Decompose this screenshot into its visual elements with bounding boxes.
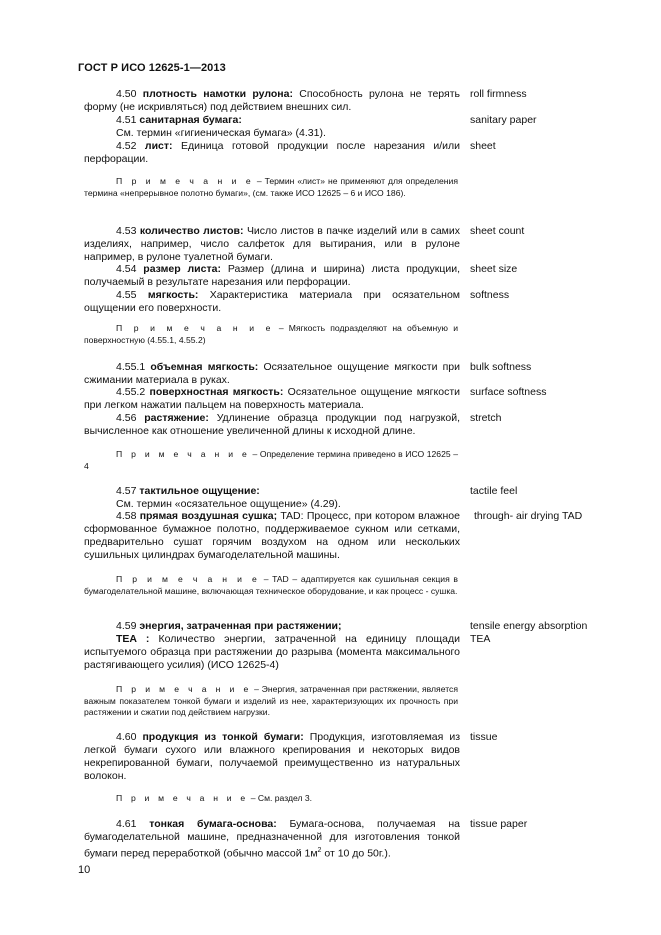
term-en: roll firmness bbox=[470, 88, 527, 100]
entry-number: 4.55.2 bbox=[116, 386, 146, 398]
entry-4-51 bbox=[84, 114, 460, 140]
entry-4-57 bbox=[84, 485, 460, 511]
note-label: П р и м е ч а н и е bbox=[116, 574, 261, 584]
note-text: – Определение термина приведено в ИСО 12625 – 4 bbox=[84, 449, 458, 471]
note-label: П р и м е ч а н и е bbox=[116, 176, 254, 186]
entry-definition: См. термин «гигиеническая бумага» (4.31). bbox=[116, 127, 326, 139]
term-en: softness bbox=[470, 289, 510, 301]
entry-4-53 bbox=[84, 225, 460, 264]
term-en: tissue paper bbox=[470, 818, 528, 830]
entry-4-50 bbox=[84, 88, 460, 114]
term-en: stretch bbox=[470, 412, 502, 424]
note-text: – Мягкость подразделяют на объемную и поверхностную (4.55.1, 4.55.2) bbox=[84, 323, 458, 345]
entry-number: 4.52 bbox=[116, 140, 137, 152]
note-4-56 bbox=[84, 449, 458, 472]
entry-definition: Характеристика материала при осязательном ощущении его поверхности. bbox=[84, 289, 461, 314]
entry-definition: Размер (длина и ширина) листа продукции, получаемый в результате нарезания или перфорации. bbox=[84, 263, 460, 288]
note-4-55 bbox=[84, 323, 458, 346]
note-4-58 bbox=[84, 574, 458, 597]
entry-definition: Число листов в пачке изделий или в самих изделиях, например, число салфеток для вытирания, или в рулоне например, в рулоне туалетной бумаги. bbox=[84, 225, 461, 263]
term-en: sheet count bbox=[470, 225, 525, 237]
entry-definition: Способность рулона не терять форму (не искривляться) под действием внешних сил. bbox=[84, 88, 460, 113]
note-text: – Термин «лист» не применяют для определения термина «непрерывное полотно бумаги», (см. также ИСО 12625 – 6 и ИСО 186). bbox=[84, 176, 458, 198]
term-en: sheet size bbox=[470, 263, 518, 275]
entry-term-ru: продукция из тонкой бумаги: bbox=[142, 731, 304, 743]
entry-4-60 bbox=[84, 731, 460, 783]
entry-definition: См. термин «осязательное ощущение» (4.29). bbox=[116, 498, 341, 510]
note-label: П р и м е ч а н и е bbox=[116, 684, 252, 694]
entry-number: 4.50 bbox=[116, 88, 137, 100]
entry-number: 4.60 bbox=[116, 731, 137, 743]
entry-term-ru: размер листа: bbox=[143, 263, 221, 275]
entry-definition: Удлинение образца продукции под нагрузкой, вычисленное как отношение увеличенной длины к исходной длине. bbox=[84, 412, 460, 437]
entry-term-ru: лист: bbox=[144, 140, 173, 152]
entry-term-ru: плотность намотки рулона: bbox=[142, 88, 293, 100]
entry-4-55 bbox=[84, 289, 460, 315]
entry-term-ru: количество листов: bbox=[139, 225, 244, 237]
term-en-abbr: TEA bbox=[470, 633, 491, 645]
entry-4-55-2 bbox=[84, 386, 460, 412]
entry-4-54 bbox=[84, 263, 460, 289]
term-en: through- air drying TAD bbox=[474, 510, 583, 522]
entry-definition: Осязательное ощущение мягкости при легком нажатии пальцем на поверхность материала. bbox=[84, 386, 460, 411]
entry-definition: TAD: Процесс, при котором влажное сформованное бумажное полотно, поддерживаемое сукном или сетками, предварительно сушат горячим воздухом на одном или нескольких сушильных цилиндрах бумагоделательной машины. bbox=[84, 510, 460, 561]
entry-definition: Бумага-основа, получаемая на бумагоделательной машине, предназначенной для изготовления тонкой бумаги перед переработкой (обычно массой 1м bbox=[84, 818, 460, 860]
entry-number: 4.56 bbox=[116, 412, 137, 424]
entry-number: 4.61 bbox=[116, 818, 137, 830]
note-label: П р и м е ч а н и е bbox=[116, 793, 249, 803]
term-en: tissue bbox=[470, 731, 498, 743]
entry-term-ru: прямая воздушная сушка; bbox=[139, 510, 278, 522]
entry-term-ru: объемная мягкость: bbox=[150, 361, 259, 373]
entry-4-61 bbox=[84, 818, 460, 861]
superscript: 2 bbox=[317, 847, 322, 854]
entry-number: 4.57 bbox=[116, 485, 137, 497]
term-en: tactile feel bbox=[470, 485, 518, 497]
entry-number: 4.51 bbox=[116, 114, 137, 126]
note-label: П р и м е ч а н и е bbox=[116, 323, 274, 333]
entry-term-ru: поверхностная мягкость: bbox=[149, 386, 284, 398]
note-text: – TAD – адаптируется как сушильная секция в бумагоделательной машине, включающая техническое оборудование, и как процесс - сушка. bbox=[84, 574, 458, 596]
entry-definition-end: от 10 до 50г.). bbox=[324, 847, 391, 860]
entry-term-ru: энергия, затраченная при растяжении; bbox=[139, 620, 342, 632]
term-en: surface softness bbox=[470, 386, 547, 398]
note-text: – Энергия, затраченная при растяжении, является важным показателем тонкой бумаги и изделий из нее, характеризующих их прочность при растяжении и сжатии под действием нагрузки. bbox=[84, 684, 458, 717]
entry-number: 4.58 bbox=[116, 510, 137, 522]
entry-term-ru: тонкая бумага-основа: bbox=[149, 818, 277, 830]
entry-4-56 bbox=[84, 412, 460, 438]
entry-definition: Продукция, изготовляемая из легкой бумаги сухого или влажного крепирования и некоторых видов некрепированной бумаги, получаемой преимущественно из натуральных волокон. bbox=[84, 731, 461, 782]
entry-4-59 bbox=[84, 620, 460, 672]
document-header: ГОСТ Р ИСО 12625-1—2013 bbox=[78, 62, 226, 74]
entry-number: 4.54 bbox=[116, 263, 137, 275]
entry-term-ru: тактильное ощущение: bbox=[139, 485, 260, 497]
entry-4-58 bbox=[84, 510, 460, 562]
entry-definition: Количество энергии, затраченной на единицу площади испытуемого образца при растяжении до разрыва (момента максимального растягивающего усилия) (ИСО 12625-4) bbox=[84, 633, 460, 671]
entry-number: 4.53 bbox=[116, 225, 137, 237]
entry-4-52 bbox=[84, 140, 460, 166]
entry-number: 4.55 bbox=[116, 289, 137, 301]
note-label: П р и м е ч а н и е bbox=[116, 449, 250, 459]
note-text: – См. раздел 3. bbox=[250, 793, 313, 803]
entry-definition: Осязательное ощущение мягкости при сжимании материала в руках. bbox=[84, 361, 460, 386]
term-en: bulk softness bbox=[470, 361, 532, 373]
note-4-60 bbox=[84, 793, 458, 805]
entry-term-ru: мягкость: bbox=[147, 289, 199, 301]
entry-term-ru: санитарная бумага: bbox=[139, 114, 242, 126]
entry-number: 4.55.1 bbox=[116, 361, 146, 373]
entry-term-abbr: TEA : bbox=[116, 633, 150, 645]
entry-4-55-1 bbox=[84, 361, 460, 387]
entry-definition: Единица готовой продукции после нарезания и/или перфорации. bbox=[84, 140, 461, 165]
term-en: sanitary paper bbox=[470, 114, 537, 126]
entry-term-ru: растяжение: bbox=[144, 412, 209, 424]
entry-number: 4.59 bbox=[116, 620, 137, 632]
note-4-52 bbox=[84, 176, 458, 199]
page-number: 10 bbox=[78, 864, 91, 876]
term-en: sheet bbox=[470, 140, 496, 152]
term-en-line: tensile energy absorption bbox=[470, 620, 588, 632]
note-4-59 bbox=[84, 684, 458, 719]
term-en bbox=[470, 620, 587, 646]
